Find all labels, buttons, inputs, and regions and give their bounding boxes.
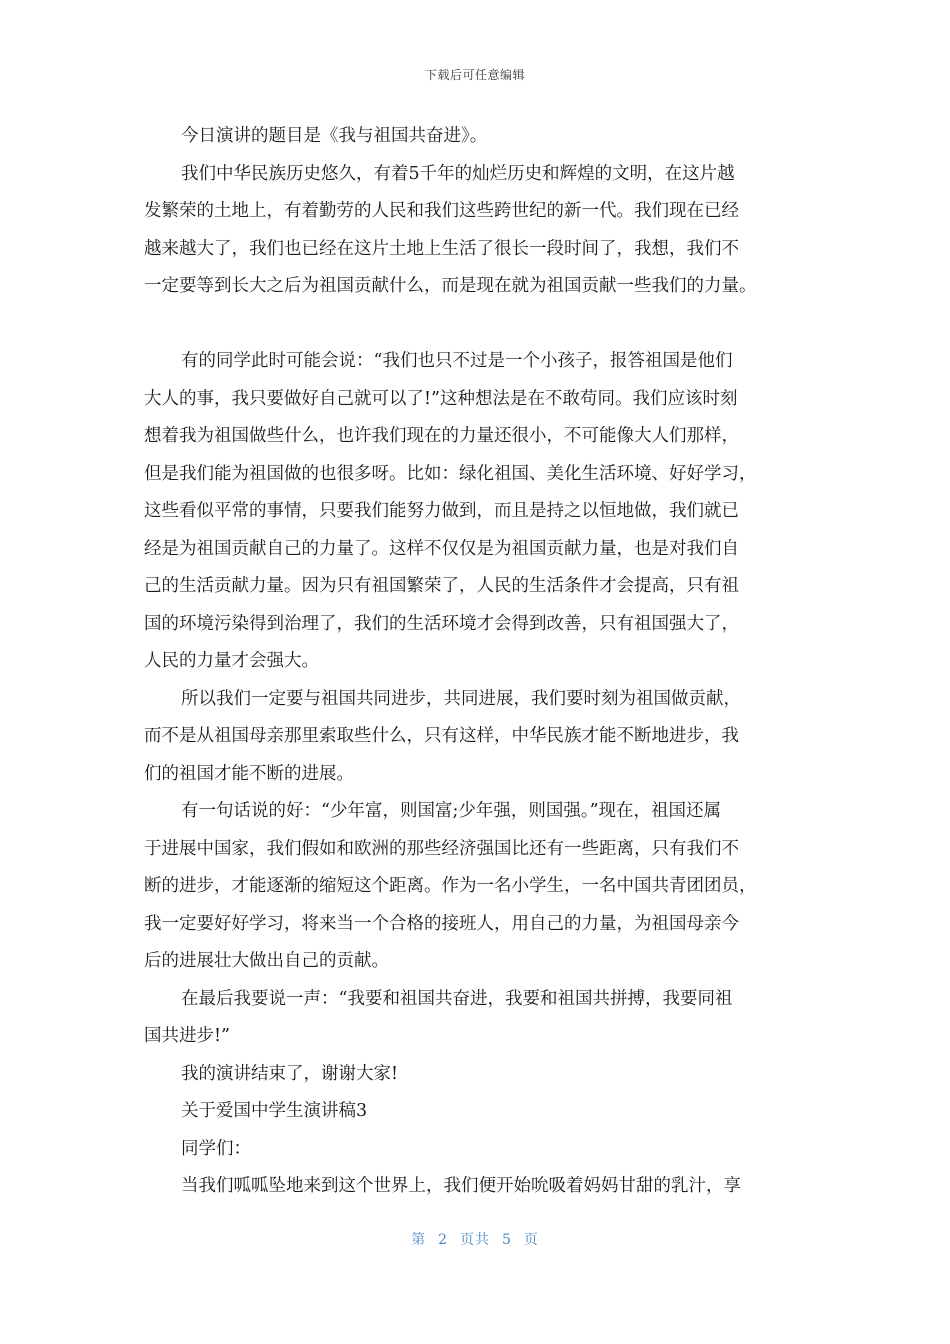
paragraph-line: 己的生活贡献力量。因为只有祖国繁荣了，人民的生活条件才会提高，只有祖 bbox=[144, 576, 739, 596]
paragraph-line: 今日演讲的题目是《我与祖国共奋进》。 bbox=[181, 126, 488, 146]
paragraph-line: 我一定要好好学习，将来当一个合格的接班人，用自己的力量，为祖国母亲今 bbox=[144, 913, 739, 934]
paragraph-line: 这些看似平常的事情，只要我们能努力做到，而且是持之以恒地做，我们就已 bbox=[144, 501, 739, 521]
paragraph-line: 大人的事，我只要做好自己就可以了!”这种想法是在不敢苟同。我们应该时刻 bbox=[144, 388, 738, 409]
section-title: 关于爱国中学生演讲稿3 bbox=[181, 1101, 368, 1121]
paragraph-line: 有一句话说的好：“少年富，则国富;少年强，则国强。”现在，祖国还属 bbox=[181, 801, 722, 821]
page-footer bbox=[0, 1229, 950, 1249]
salutation: 同学们： bbox=[181, 1138, 251, 1159]
paragraph-line: 经是为祖国贡献自己的力量了。这样不仅仅是为祖国贡献力量，也是对我们自 bbox=[144, 538, 739, 559]
paragraph-line: 所以我们一定要与祖国共同进步，共同进展，我们要时刻为祖国做贡献， bbox=[181, 688, 741, 709]
paragraph-line: 越来越大了，我们也已经在这片土地上生活了很长一段时间了，我想，我们不 bbox=[144, 238, 739, 259]
document-body bbox=[144, 118, 812, 1206]
footer-prefix: 第 bbox=[411, 1232, 427, 1248]
footer-middle: 页共 bbox=[460, 1232, 490, 1248]
paragraph-line: 有的同学此时可能会说：“我们也只不过是一个小孩子，报答祖国是他们 bbox=[181, 351, 733, 371]
paragraph-line: 发繁荣的土地上，有着勤劳的人民和我们这些跨世纪的新一代。我们现在已经 bbox=[144, 201, 739, 221]
paragraph-line: 断的进步，才能逐渐的缩短这个距离。作为一名小学生，一名中国共青团团员， bbox=[144, 876, 757, 896]
paragraph-line: 当我们呱呱坠地来到这个世界上，我们便开始吮吸着妈妈甘甜的乳汁，享 bbox=[181, 1176, 741, 1196]
paragraph-line: 人民的力量才会强大。 bbox=[144, 651, 319, 671]
paragraph-line: 国共进步!” bbox=[144, 1026, 230, 1046]
paragraph-line: 而不是从祖国母亲那里索取些什么，只有这样，中华民族才能不断地进步，我 bbox=[144, 726, 739, 746]
paragraph-line: 但是我们能为祖国做的也很多呀。比如：绿化祖国、美化生活环境、好好学习， bbox=[144, 463, 757, 484]
paragraph-line: 们的祖国才能不断的进展。 bbox=[144, 763, 354, 784]
paragraph-gap bbox=[144, 306, 812, 344]
paragraph-line: 我的演讲结束了，谢谢大家! bbox=[181, 1063, 399, 1084]
paragraph-line: 国的环境污染得到治理了，我们的生活环境才会得到改善，只有祖国强大了， bbox=[144, 613, 739, 634]
paragraph-line: 于进展中国家，我们假如和欧洲的那些经济强国比还有一些距离，只有我们不 bbox=[144, 838, 739, 859]
paragraph-line: 后的进展壮大做出自己的贡献。 bbox=[144, 951, 389, 971]
paragraph-line: 想着我为祖国做些什么，也许我们现在的力量还很小，不可能像大人们那样， bbox=[144, 426, 739, 446]
footer-suffix: 页 bbox=[523, 1232, 539, 1248]
paragraph-line: 在最后我要说一声：“我要和祖国共奋进，我要和祖国共拼搏，我要同祖 bbox=[181, 988, 733, 1009]
page-header: 下载后可任意编辑 bbox=[424, 68, 525, 82]
total-page-count: 5 bbox=[502, 1232, 512, 1248]
paragraph-line: 一定要等到长大之后为祖国贡献什么，而是现在就为祖国贡献一些我们的力量。 bbox=[144, 276, 757, 296]
paragraph-line: 我们中华民族历史悠久，有着5千年的灿烂历史和辉煌的文明，在这片越 bbox=[181, 163, 735, 184]
current-page-number: 2 bbox=[438, 1232, 448, 1248]
